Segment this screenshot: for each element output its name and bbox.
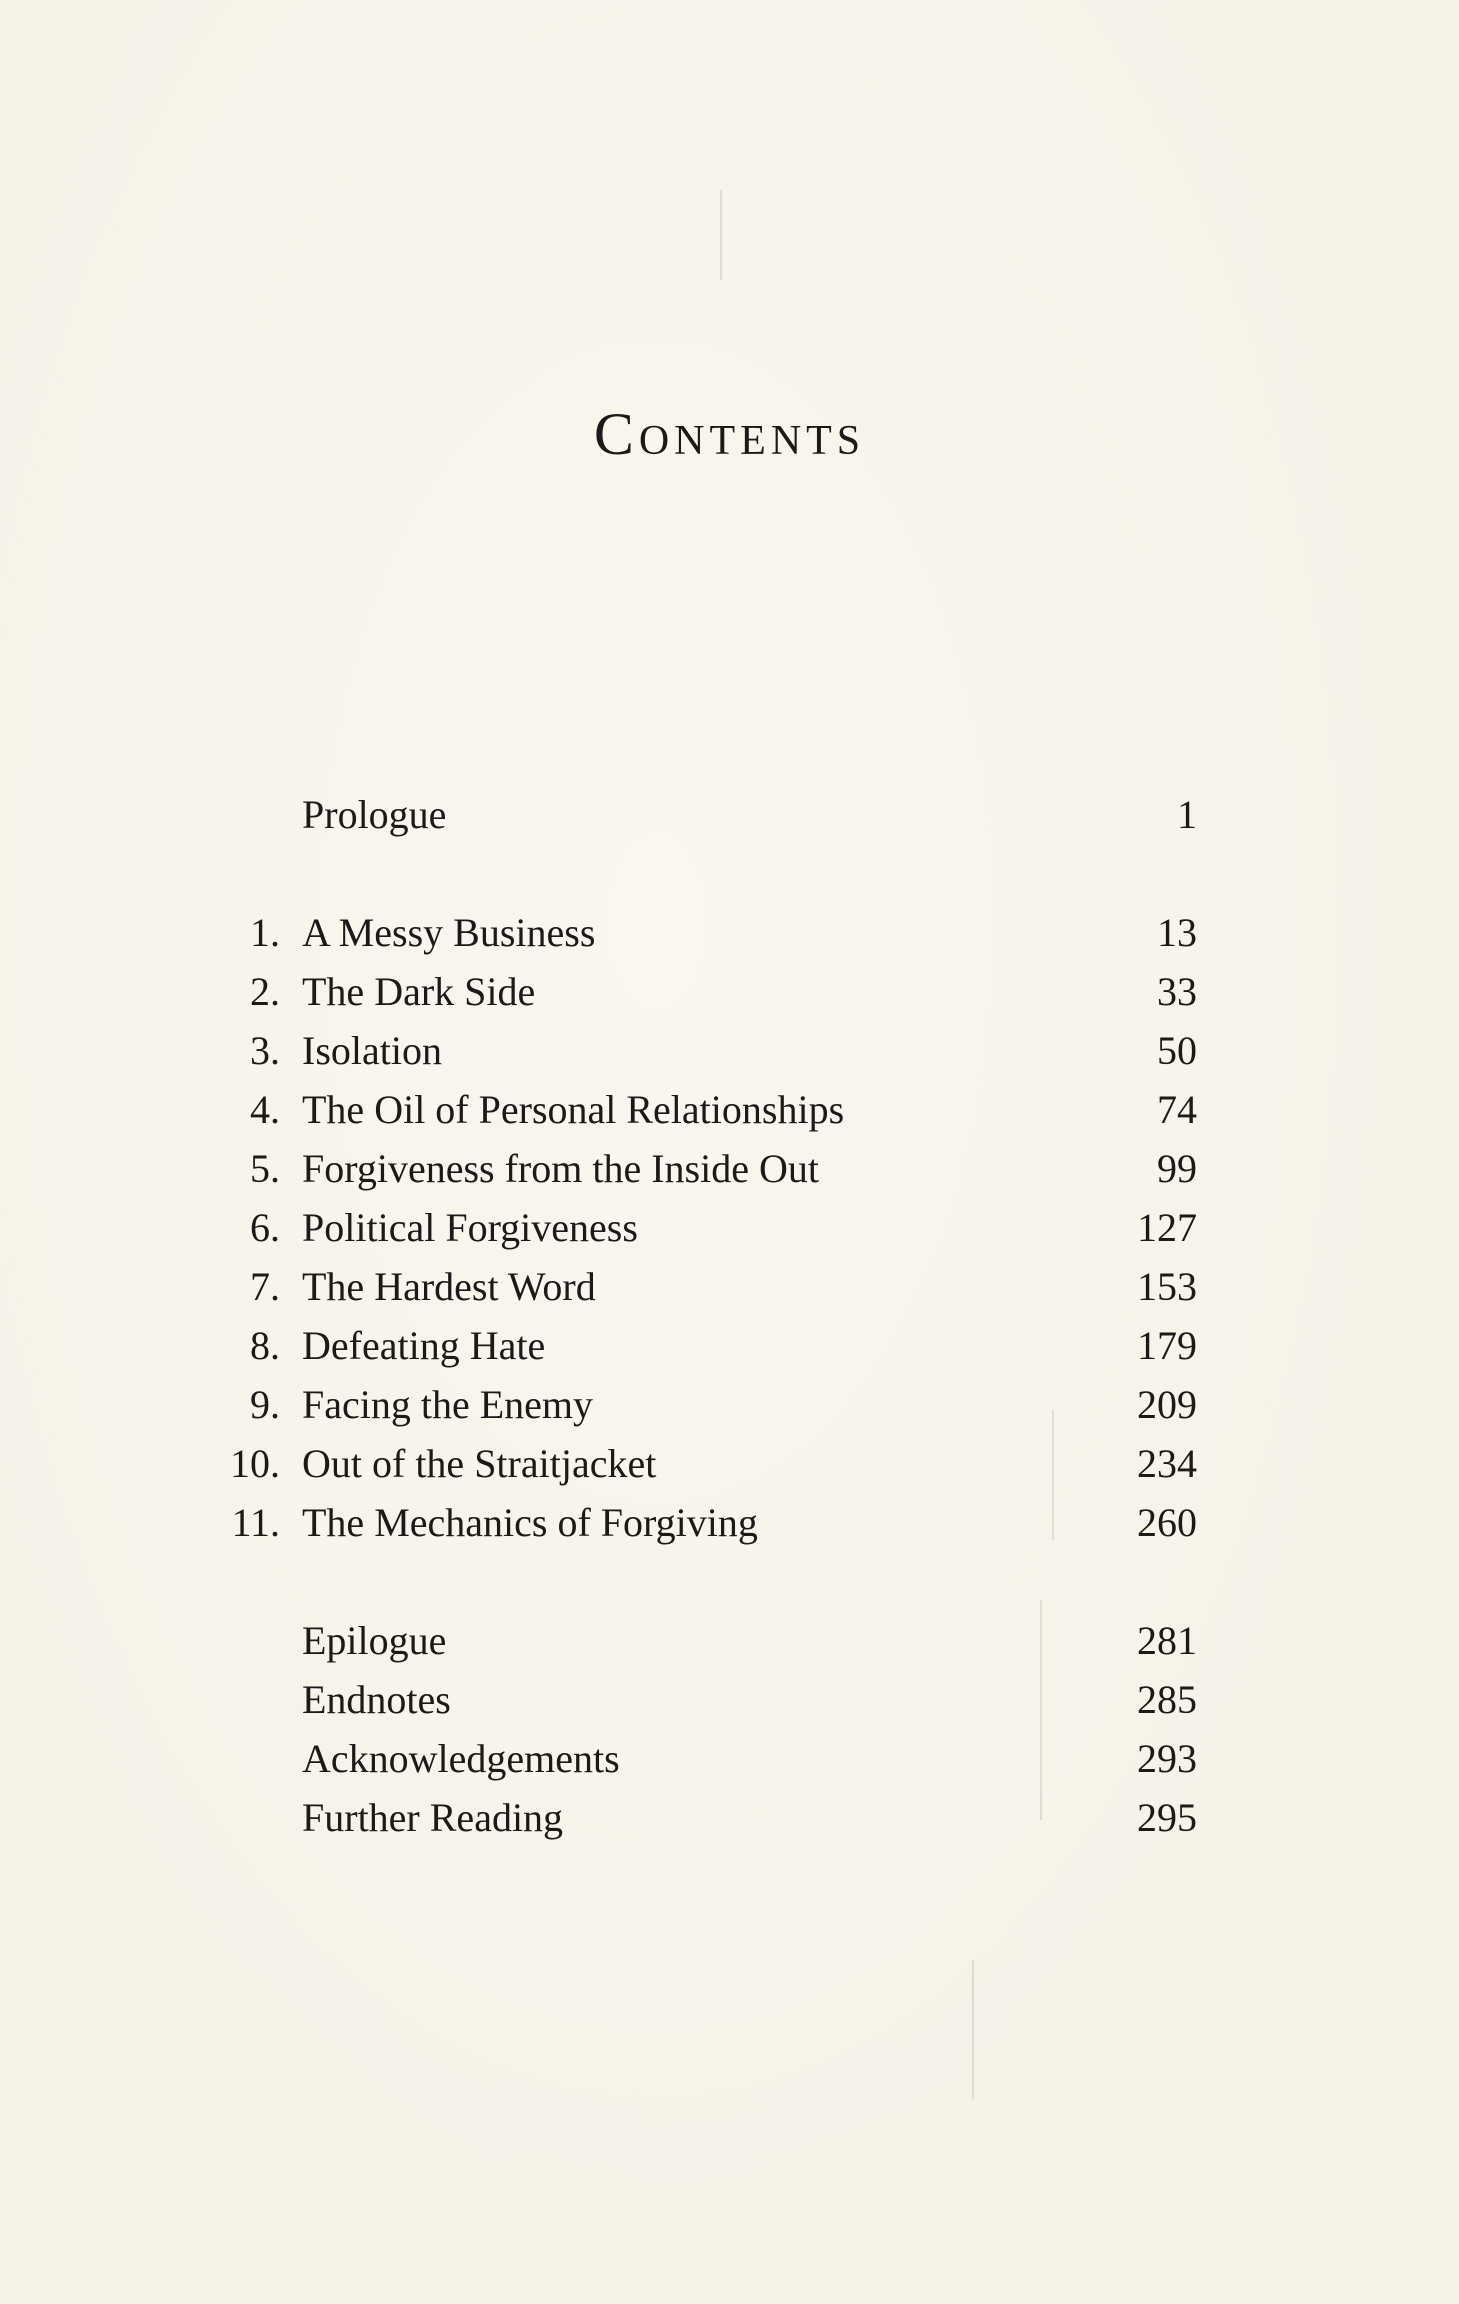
toc-entry-chapter[interactable]: [0, 1494, 1459, 1552]
toc-entry-acknowledgements[interactable]: [0, 1730, 1459, 1788]
toc-entry-page: 281: [1137, 1618, 1197, 1663]
toc-entry-page: 127: [1137, 1205, 1197, 1250]
toc-entry-number: 9.: [250, 1382, 280, 1427]
toc-entry-number: 10.: [230, 1441, 280, 1486]
toc-entry-label: The Oil of Personal Relationships: [302, 1087, 845, 1132]
toc-entry-page: 50: [1157, 1028, 1197, 1073]
toc-entry-number: 6.: [250, 1205, 280, 1250]
toc-entry-number: 1.: [250, 910, 280, 955]
toc-entry-label: Prologue: [302, 792, 447, 837]
toc-entry-label: Defeating Hate: [302, 1323, 546, 1368]
paper-mark: [720, 190, 722, 280]
toc-entry-prologue[interactable]: [0, 786, 1459, 844]
toc-entry-chapter[interactable]: [0, 1022, 1459, 1080]
toc-entry-page: 260: [1137, 1500, 1197, 1545]
toc-entry-page: 295: [1137, 1795, 1197, 1840]
toc-entry-further-reading[interactable]: [0, 1789, 1459, 1847]
toc-entry-label: The Hardest Word: [302, 1264, 596, 1309]
toc-entry-number: 3.: [250, 1028, 280, 1073]
toc-entry-label: Epilogue: [302, 1618, 447, 1663]
toc-entry-chapter[interactable]: [0, 1081, 1459, 1139]
toc-entry-page: 33: [1157, 969, 1197, 1014]
toc-entry-chapter[interactable]: [0, 1140, 1459, 1198]
toc-entry-label: Political Forgiveness: [302, 1205, 638, 1250]
toc-entry-page: 234: [1137, 1441, 1197, 1486]
toc-entry-page: 209: [1137, 1382, 1197, 1427]
toc-entry-chapter[interactable]: [0, 1317, 1459, 1375]
toc-entry-label: A Messy Business: [302, 910, 596, 955]
toc-entry-label: Further Reading: [302, 1795, 564, 1840]
toc-entry-page: 13: [1157, 910, 1197, 955]
toc-entry-chapter[interactable]: [0, 1199, 1459, 1257]
paper-mark: [972, 1960, 974, 2100]
page-title: Contents: [593, 401, 866, 467]
toc-entry-number: 7.: [250, 1264, 280, 1309]
toc-entry-endnotes[interactable]: [0, 1671, 1459, 1729]
toc-entry-number: 4.: [250, 1087, 280, 1132]
toc-entry-number: 5.: [250, 1146, 280, 1191]
toc-entry-number: 2.: [250, 969, 280, 1014]
toc-entry-page: 293: [1137, 1736, 1197, 1781]
toc-entry-chapter[interactable]: [0, 1435, 1459, 1493]
toc-entry-label: Facing the Enemy: [302, 1382, 594, 1427]
toc-entry-label: Acknowledgements: [302, 1736, 620, 1781]
toc-entry-page: 74: [1157, 1087, 1197, 1132]
toc-entry-number: 11.: [231, 1500, 280, 1545]
toc-entry-chapter[interactable]: [0, 904, 1459, 962]
toc-entry-label: The Dark Side: [302, 969, 536, 1014]
toc-entry-epilogue[interactable]: [0, 1612, 1459, 1670]
toc-entry-chapter[interactable]: [0, 1376, 1459, 1434]
toc-entry-page: 99: [1157, 1146, 1197, 1191]
toc-entry-label: Endnotes: [302, 1677, 451, 1722]
toc-entry-chapter[interactable]: [0, 1258, 1459, 1316]
toc-entry-label: Isolation: [302, 1028, 442, 1073]
toc-entry-number: 8.: [250, 1323, 280, 1368]
toc-entry-chapter[interactable]: [0, 963, 1459, 1021]
toc-entry-label: Out of the Straitjacket: [302, 1441, 657, 1486]
toc-entry-page: 153: [1137, 1264, 1197, 1309]
toc-entry-label: Forgiveness from the Inside Out: [302, 1146, 819, 1191]
toc-entry-page: 1: [1177, 792, 1197, 837]
toc-entry-page: 179: [1137, 1323, 1197, 1368]
toc-entry-label: The Mechanics of Forgiving: [302, 1500, 758, 1545]
toc-entry-page: 285: [1137, 1677, 1197, 1722]
